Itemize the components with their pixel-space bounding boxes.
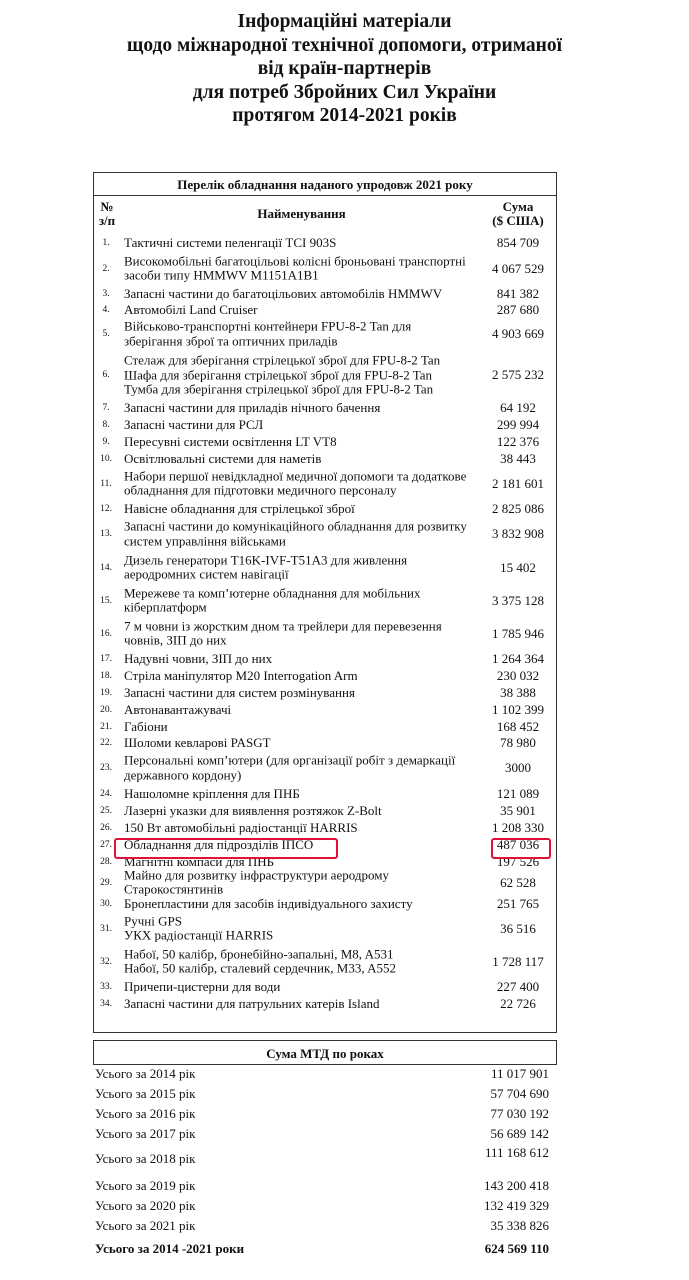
summary-total-label: Усього за 2014 -2021 роки <box>95 1241 245 1256</box>
table-row <box>93 450 557 467</box>
row-sum: 2 575 232 <box>492 367 544 382</box>
row-sum: 1 102 399 <box>492 701 544 717</box>
row-sum: 854 709 <box>496 234 540 250</box>
row-number: 3. <box>102 289 110 299</box>
summary-value: 77 030 192 <box>490 1106 549 1121</box>
row-name: Габіони <box>124 718 168 734</box>
summary-label: Усього за 2015 рік <box>95 1086 196 1101</box>
table-row <box>93 751 557 785</box>
title-line-5: протягом 2014-2021 років <box>232 105 457 126</box>
row-name: Ручні GPS УКХ радіостанції HARRIS <box>124 913 274 943</box>
header-sum: Сума ($ США) <box>492 199 544 228</box>
row-number: 1. <box>102 237 110 248</box>
table-row <box>93 302 557 318</box>
row-number: 28. <box>100 856 112 867</box>
highlight-name-box <box>114 838 338 859</box>
row-name: Персональні комп’ютери (для організації робіт з демаркації державного кордону) <box>124 752 456 782</box>
summary-value: 143 200 418 <box>484 1178 549 1193</box>
row-number: 18. <box>100 670 112 681</box>
row-name: Стелаж для зберігання стрілецької зброї для FPU-8-2 Tan Шафа для зберігання стрілецької зброї для FPU-8-2 Tan Тумба для зберігання стрілецької зброї для FPU-8-2 Tan <box>124 352 441 397</box>
summary-value: 132 419 329 <box>484 1198 549 1213</box>
table-row <box>93 945 557 978</box>
row-number: 5. <box>102 329 110 339</box>
row-number: 32. <box>100 956 112 967</box>
row-number: 6. <box>102 370 110 380</box>
summary-value: 11 017 901 <box>490 1066 549 1081</box>
table-row <box>93 912 557 945</box>
summary-label: Усього за 2019 рік <box>95 1178 196 1193</box>
table-row <box>93 802 557 819</box>
row-sum: 1 208 330 <box>492 819 544 835</box>
header-num: № з/п <box>98 199 116 228</box>
row-number: 33. <box>100 981 112 992</box>
row-name: Автомобілі Land Cruiser <box>124 301 258 317</box>
row-number: 29. <box>100 877 112 888</box>
summary-total-value: 624 569 110 <box>484 1241 549 1256</box>
row-name: Освітлювальні системи для наметів <box>124 450 322 466</box>
table-row <box>93 735 557 751</box>
summary-label: Усього за 2017 рік <box>95 1126 196 1141</box>
row-name: Запасні частини до багатоцільових автомобілів HMMWV <box>124 285 443 301</box>
row-sum: 230 032 <box>496 667 540 683</box>
row-number: 21. <box>100 721 112 732</box>
row-number: 11. <box>100 478 112 489</box>
row-number: 22. <box>100 738 112 748</box>
row-name: Майно для розвитку інфраструктури аеродрому Старокостянтинів <box>124 867 389 897</box>
row-number: 16. <box>100 628 112 639</box>
row-sum: 78 980 <box>500 735 536 750</box>
row-sum: 1 264 364 <box>492 650 544 666</box>
row-sum: 487 036 <box>496 836 540 852</box>
row-number: 20. <box>100 704 112 715</box>
row-sum: 38 388 <box>500 684 536 700</box>
row-name: Навісне обладнання для стрілецької зброї <box>124 500 355 516</box>
table-row <box>93 467 557 500</box>
row-name: Запасні частини для РСЛ <box>124 416 264 432</box>
row-name: Магнітні компаси для ПНБ <box>124 853 275 869</box>
row-number: 14. <box>100 562 112 573</box>
table-row <box>93 978 557 995</box>
table-row <box>93 517 557 551</box>
row-sum: 121 089 <box>496 785 540 801</box>
summary-label: Усього за 2016 рік <box>95 1106 196 1121</box>
row-sum: 3 832 908 <box>492 526 544 541</box>
row-sum: 62 528 <box>500 874 536 890</box>
row-sum: 227 400 <box>496 978 540 994</box>
row-sum: 1 785 946 <box>492 625 544 641</box>
table-bottom-border <box>93 1032 557 1033</box>
document-title <box>0 10 689 128</box>
header-name: Найменування <box>257 206 346 221</box>
table-row <box>93 416 557 433</box>
summary-label: Усього за 2021 рік <box>95 1218 196 1233</box>
summary-value: 111 168 612 <box>484 1145 549 1160</box>
row-name: Військово-транспортні контейнери FPU-8-2 Tan для зберігання зброї та оптичних приладів <box>124 318 412 348</box>
table-row <box>93 251 557 286</box>
row-sum: 287 680 <box>496 302 540 317</box>
row-name: Бронепластини для засобів індивідуального захисту <box>124 895 413 911</box>
summary-value: 35 338 826 <box>490 1218 549 1233</box>
table-row <box>93 433 557 450</box>
row-name: Обладнання для підрозділів ІПСО <box>124 836 314 852</box>
highlight-sum-box <box>491 838 551 859</box>
summary-label: Усього за 2018 рік <box>95 1151 196 1166</box>
row-name: 150 Вт автомобільні радіостанції HARRIS <box>124 819 358 835</box>
row-number: 9. <box>102 436 110 447</box>
row-sum: 1 728 117 <box>492 953 544 969</box>
row-sum: 251 765 <box>496 895 540 911</box>
summary-caption-divider <box>93 1064 557 1065</box>
row-sum: 4 903 669 <box>492 326 544 341</box>
row-number: 34. <box>100 998 112 1009</box>
summary-caption: Сума МТД по роках <box>266 1046 384 1061</box>
row-name: Запасні частини для приладів нічного бачення <box>124 399 381 415</box>
row-name: Пересувні системи освітлення LT VT8 <box>124 433 337 449</box>
summary-label: Усього за 2014 рік <box>95 1066 196 1081</box>
row-sum: 122 376 <box>496 433 540 449</box>
row-name: Запасні частини для систем розмінування <box>124 684 355 700</box>
row-sum: 841 382 <box>496 286 540 301</box>
row-name: Стріла маніпулятор M20 Interrogation Arm <box>124 667 358 683</box>
row-name: Нашоломне кріплення для ПНБ <box>124 785 300 801</box>
table-row <box>93 650 557 667</box>
row-number: 23. <box>100 763 112 773</box>
row-number: 8. <box>102 419 110 430</box>
row-sum: 4 067 529 <box>492 260 544 276</box>
row-number: 12. <box>100 503 112 514</box>
row-sum: 3000 <box>505 760 531 775</box>
table-row <box>93 718 557 735</box>
table-row <box>93 551 557 584</box>
row-number: 30. <box>100 898 112 909</box>
row-number: 31. <box>100 923 112 934</box>
table-row <box>93 667 557 684</box>
row-name: Тактичні системи пеленгації TCI 903S <box>124 234 337 250</box>
row-sum: 22 726 <box>500 995 536 1011</box>
row-name: Запасні частини до комунікаційного обладнання для розвитку систем управління військами <box>124 518 467 548</box>
row-sum: 15 402 <box>500 559 536 575</box>
row-number: 19. <box>100 687 112 698</box>
row-number: 27. <box>100 839 112 850</box>
row-sum: 3 375 128 <box>492 592 544 608</box>
row-sum: 35 901 <box>500 802 536 818</box>
row-sum: 36 516 <box>500 920 536 936</box>
summary-value: 56 689 142 <box>490 1126 549 1141</box>
table-row <box>93 318 557 350</box>
row-name: Набої, 50 калібр, бронебійно-запальні, M8, A531 Набої, 50 калібр, сталевий сердечник, M33, A552 <box>124 946 396 976</box>
table-row <box>93 400 557 416</box>
row-number: 10. <box>100 453 112 464</box>
table-row <box>93 617 557 650</box>
row-sum: 2 825 086 <box>492 500 544 516</box>
row-number: 15. <box>100 595 112 606</box>
row-name: Лазерні указки для виявлення розтяжок Z-Bolt <box>124 802 382 818</box>
row-number: 24. <box>100 788 112 799</box>
row-name: Шоломи кевларові PASGT <box>124 734 271 750</box>
row-sum: 197 526 <box>496 853 540 869</box>
caption-divider <box>93 195 557 196</box>
table-row <box>93 500 557 517</box>
row-sum: 299 994 <box>496 416 540 432</box>
row-number: 17. <box>100 653 112 664</box>
row-sum: 64 192 <box>500 400 536 415</box>
row-number: 25. <box>100 805 112 816</box>
table-row <box>93 234 557 251</box>
row-name: Запасні частини для патрульних катерів Island <box>124 995 380 1011</box>
row-name: Дизель генератори T16K-IVF-T51A3 для живлення аеродромних систем навігації <box>124 552 408 582</box>
summary-top-border <box>93 1040 557 1041</box>
table-row <box>93 286 557 302</box>
row-name: Мережеве та комп’ютерне обладнання для мобільних кіберплатформ <box>124 585 421 615</box>
equipment-caption: Перелік обладнання наданого упродовж 2021 року <box>177 177 473 192</box>
row-name: Причепи-цистерни для води <box>124 978 281 994</box>
table-row <box>93 350 557 400</box>
row-name: Надувні човни, ЗІП до них <box>124 650 273 666</box>
row-number: 26. <box>100 822 112 833</box>
table-row <box>93 895 557 912</box>
title-line-4: для потреб Збройних Сил України <box>192 81 497 103</box>
table-row <box>93 584 557 617</box>
table-row <box>93 684 557 701</box>
title-line-2: щодо міжнародної технічної допомоги, отриманої <box>126 34 563 56</box>
row-number: 7. <box>102 403 110 413</box>
row-name: Автонавантажувачі <box>124 701 232 717</box>
table-row <box>93 995 557 1012</box>
summary-value: 57 704 690 <box>490 1086 549 1101</box>
row-number: 4. <box>102 305 110 315</box>
summary-label: Усього за 2020 рік <box>95 1198 196 1213</box>
table-row <box>93 819 557 836</box>
row-name: Набори першої невідкладної медичної допомоги та додаткове обладнання для підготовки медичного персоналу <box>124 468 467 498</box>
row-sum: 168 452 <box>496 718 540 734</box>
row-sum: 38 443 <box>500 450 536 466</box>
table-row <box>93 785 557 802</box>
row-name: Високомобільні багатоцільові колісні броньовані транспортні засоби типу HMMWV M1151A1B1 <box>124 253 466 283</box>
row-number: 2. <box>102 263 110 274</box>
table-row <box>93 867 557 897</box>
title-line-3: від країн-партнерів <box>257 58 432 79</box>
row-sum: 2 181 601 <box>492 475 544 491</box>
row-name: 7 м човни із жорстким дном та трейлери для перевезення човнів, ЗІП до них <box>124 618 442 648</box>
title-line-1: Інформаційні матеріали <box>237 11 452 32</box>
table-row <box>93 701 557 718</box>
row-number: 13. <box>100 529 112 539</box>
